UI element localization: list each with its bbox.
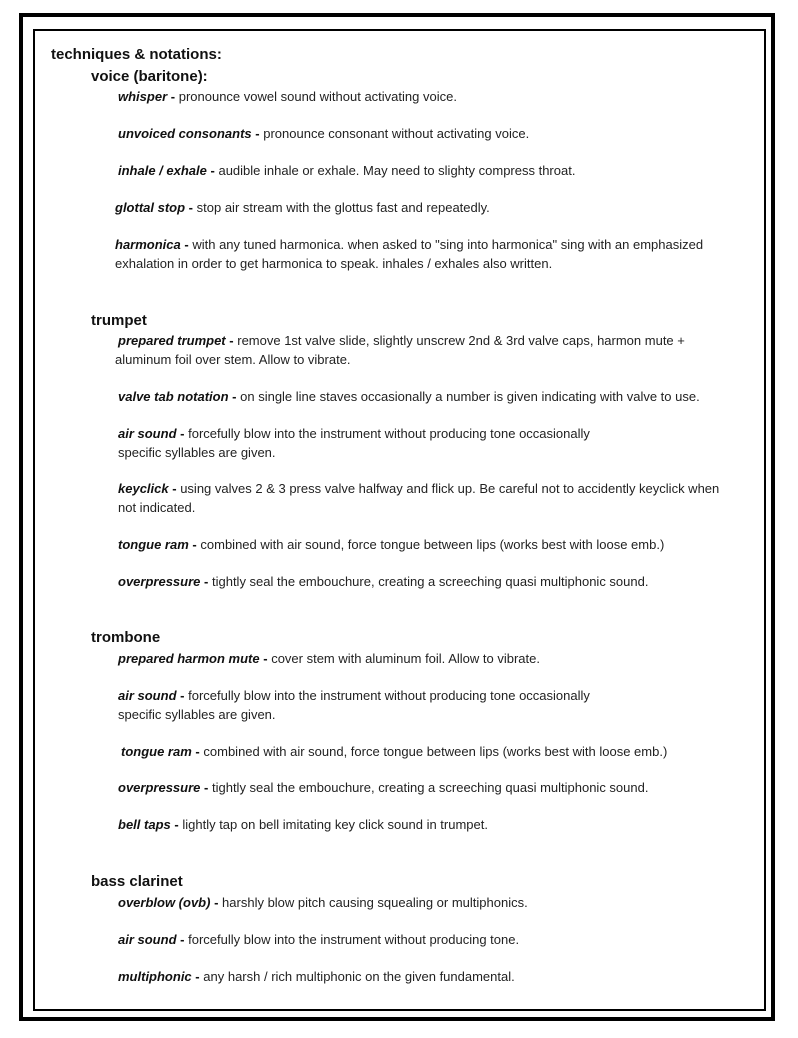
term: air sound (118, 932, 177, 947)
description: forcefully blow into the instrument without producing tone. (188, 932, 520, 947)
separator: - (184, 237, 189, 252)
term: air sound (118, 426, 177, 441)
entry-air-sound-bass-clarinet (118, 930, 758, 949)
description: any harsh / rich multiphonic on the given fundamental. (203, 969, 515, 984)
separator: - (195, 969, 200, 984)
term: whisper (118, 89, 168, 104)
separator: - (192, 537, 197, 552)
term: glottal stop (115, 200, 186, 215)
separator: - (188, 200, 194, 215)
term: keyclick (118, 481, 169, 496)
page-title: techniques & notations: (51, 46, 222, 63)
description: on single line staves occasionally a number is given indicating with valve to use. (240, 389, 700, 404)
entry-bell-taps (118, 815, 758, 834)
entry-prepared-trumpet (115, 331, 738, 369)
entry-tongue-ram-trumpet (118, 535, 758, 554)
description-continued: not indicated. (118, 500, 196, 515)
description: harshly blow pitch causing squealing or multiphonics. (222, 895, 528, 910)
description-continued: exhalation in order to get harmonica to speak. inhales / exhales also written. (115, 256, 553, 271)
term: air sound (118, 688, 177, 703)
description: audible inhale or exhale. May need to slighty compress throat. (218, 163, 576, 178)
term: overpressure (118, 780, 201, 795)
separator: - (232, 389, 237, 404)
term: harmonica (115, 237, 181, 252)
separator: - (174, 817, 179, 832)
entry-keyclick (118, 479, 758, 517)
separator: - (263, 651, 268, 666)
description: tightly seal the embouchure, creating a screeching quasi multiphonic sound. (211, 574, 649, 589)
term: prepared harmon mute (118, 651, 260, 666)
entry-multiphonic (118, 967, 758, 986)
term: multiphonic (118, 969, 192, 984)
entry-overpressure-trumpet (118, 572, 758, 591)
description: pronounce vowel sound without activating voice. (178, 89, 457, 104)
description: combined with air sound, force tongue between lips (works best with loose emb.) (200, 537, 665, 552)
separator: - (229, 333, 234, 348)
section-heading-bass-clarinet: bass clarinet (91, 873, 183, 890)
term: tongue ram (121, 744, 192, 759)
separator: - (255, 126, 260, 141)
separator: - (180, 426, 185, 441)
entry-overblow (118, 893, 758, 912)
section-heading-voice: voice (baritone): (91, 68, 208, 85)
entry-harmonica (115, 235, 755, 273)
term: inhale / exhale (118, 163, 207, 178)
separator: - (170, 89, 176, 104)
section-heading-trombone: trombone (91, 629, 161, 646)
description: forcefully blow into the instrument without producing tone occasionally (188, 688, 590, 703)
entry-tongue-ram-trombone (121, 742, 761, 761)
term: overpressure (118, 574, 201, 589)
entry-whisper (118, 87, 457, 106)
description: cover stem with aluminum foil. Allow to vibrate. (271, 651, 540, 666)
entry-unvoiced-consonants (118, 124, 529, 143)
separator: - (204, 574, 209, 589)
term: valve tab notation (118, 389, 229, 404)
description-continued: aluminum foil over stem. Allow to vibrate. (115, 352, 351, 367)
term: prepared trumpet (118, 333, 226, 348)
separator: - (210, 163, 215, 178)
description-continued: specific syllables are given. (118, 445, 276, 460)
entry-air-sound-trumpet (118, 424, 738, 462)
separator: - (195, 744, 200, 759)
description: combined with air sound, force tongue between lips (works best with loose emb.) (203, 744, 668, 759)
term: unvoiced consonants (118, 126, 252, 141)
description: tightly seal the embouchure, creating a screeching quasi multiphonic sound. (211, 780, 649, 795)
description: with any tuned harmonica. when asked to "sing into harmonica" sing with an emphasized (192, 237, 704, 252)
entry-valve-tab-notation (118, 387, 758, 406)
term: bell taps (118, 817, 171, 832)
section-heading-trumpet: trumpet (91, 312, 147, 329)
separator: - (180, 932, 185, 947)
separator: - (214, 895, 219, 910)
description: pronounce consonant without activating voice. (263, 126, 530, 141)
description: using valves 2 & 3 press valve halfway and flick up. Be careful not to accidently keyclick when (180, 481, 720, 496)
separator: - (204, 780, 209, 795)
entry-prepared-harmon-mute (118, 649, 758, 668)
entry-inhale-exhale (118, 161, 575, 180)
entry-overpressure-trombone (118, 778, 758, 797)
entry-glottal-stop (115, 198, 490, 217)
description: remove 1st valve slide, slightly unscrew 2nd & 3rd valve caps, harmon mute + (237, 333, 685, 348)
entry-air-sound-trombone (118, 686, 738, 724)
term: overblow (ovb) (118, 895, 211, 910)
separator: - (180, 688, 185, 703)
description: lightly tap on bell imitating key click sound in trumpet. (182, 817, 488, 832)
description: forcefully blow into the instrument without producing tone occasionally (188, 426, 590, 441)
description: stop air stream with the glottus fast and repeatedly. (196, 200, 490, 215)
description-continued: specific syllables are given. (118, 707, 276, 722)
separator: - (172, 481, 177, 496)
term: tongue ram (118, 537, 189, 552)
